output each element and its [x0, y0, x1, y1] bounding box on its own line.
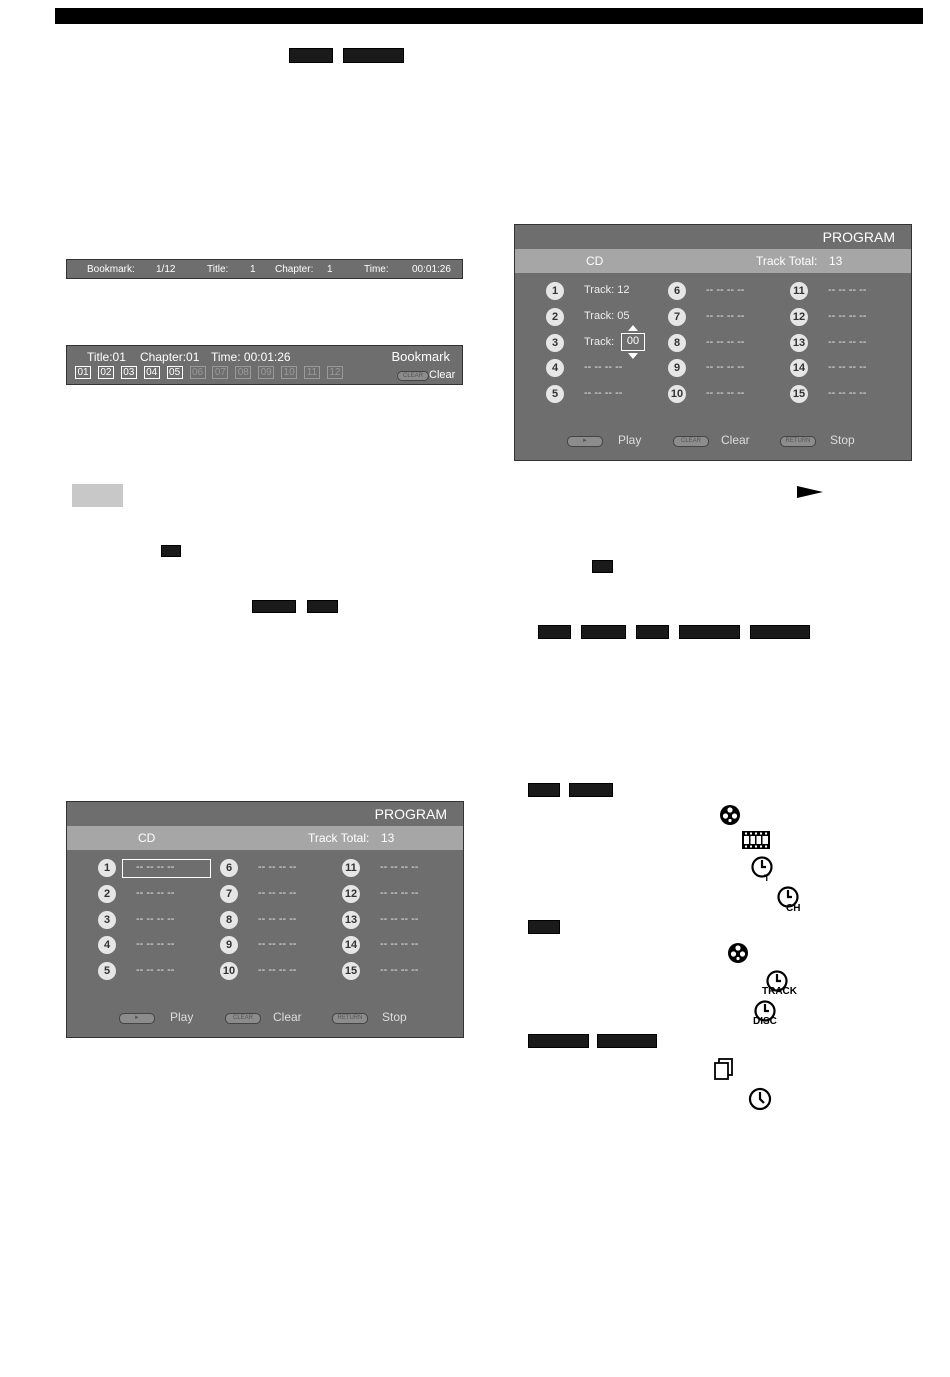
disc-type-tag	[528, 1034, 589, 1048]
slot-value: -- -- -- --	[828, 335, 867, 348]
note-marker	[72, 484, 123, 507]
slot-value: Track:	[584, 335, 615, 348]
disc-type-tag	[569, 783, 613, 797]
stop-label: Stop	[382, 1010, 407, 1024]
slot-number: 9	[220, 936, 238, 954]
disc-type-tag	[307, 600, 338, 613]
clear-key-icon: CLEAR	[225, 1013, 261, 1024]
clock-icon	[748, 1087, 772, 1111]
slot-value: -- -- -- --	[258, 912, 297, 925]
slot-number: 8	[220, 911, 238, 929]
track-total-label: Track Total:	[756, 254, 818, 268]
repeat-title-icon	[751, 856, 777, 882]
down-arrow-icon[interactable]	[628, 353, 638, 359]
bookmark-value: 1/12	[156, 264, 176, 275]
return-key-icon: RETURN	[780, 436, 816, 447]
bookmark-slot[interactable]: 07	[212, 366, 228, 379]
slot-value: -- -- -- --	[136, 964, 175, 977]
slot-number: 1	[98, 859, 116, 877]
disc-type-tag	[750, 625, 810, 639]
disc-type-tag	[538, 625, 571, 639]
slot-value: -- -- -- --	[380, 912, 419, 925]
disc-type-tag	[252, 600, 296, 613]
bookmark-slot[interactable]: 11	[304, 366, 320, 379]
slot-value: -- -- -- --	[706, 335, 745, 348]
program-info-band	[67, 826, 463, 850]
slot-number: 12	[342, 885, 360, 903]
slot-value: -- -- -- --	[136, 912, 175, 925]
film-reel-icon	[727, 942, 749, 964]
svg-text:T: T	[764, 873, 770, 882]
slot-value: -- -- -- --	[828, 387, 867, 400]
slot-value: -- -- -- --	[258, 886, 297, 899]
disc-type-tag	[679, 625, 740, 639]
bookmark-title: Title:01	[87, 350, 126, 364]
disc-type-tag	[597, 1034, 657, 1048]
slot-number: 4	[546, 359, 564, 377]
program-panel-filled	[514, 224, 912, 461]
slot-number: 10	[668, 385, 686, 403]
play-arrow-icon	[797, 485, 823, 499]
film-reel-icon	[719, 804, 741, 826]
disc-type-tag	[528, 920, 560, 934]
bookmark-slot[interactable]: 02	[98, 366, 114, 379]
slot-number: 2	[98, 885, 116, 903]
slot-number: 7	[668, 308, 686, 326]
title-label: Title:	[207, 264, 229, 275]
return-key-icon: RETURN	[332, 1013, 368, 1024]
slot-value: -- -- -- --	[828, 361, 867, 374]
play-label: Play	[618, 433, 642, 447]
slot-value: -- -- -- --	[706, 361, 745, 374]
slot-number: 4	[98, 936, 116, 954]
track-total-value: 13	[381, 831, 395, 845]
bookmark-slot[interactable]: 05	[167, 366, 183, 379]
chapter-icon-label: CH	[786, 903, 801, 912]
selection-cursor[interactable]	[122, 859, 211, 878]
track-number-input[interactable]: 00	[621, 333, 645, 351]
disc-type-tag	[528, 783, 560, 797]
slot-number: 2	[546, 308, 564, 326]
disc-type-tag	[343, 48, 404, 63]
slot-number: 12	[790, 308, 808, 326]
slot-number: 11	[342, 859, 360, 877]
slot-number: 6	[220, 859, 238, 877]
clear-label: Clear	[721, 433, 750, 447]
slot-value: -- -- -- --	[136, 886, 175, 899]
slot-value: -- -- -- --	[258, 964, 297, 977]
clear-label: Clear	[273, 1010, 302, 1024]
slot-number: 3	[546, 334, 564, 352]
source-label: CD	[586, 254, 604, 268]
bookmark-status-bar	[66, 259, 463, 279]
program-title: PROGRAM	[822, 229, 895, 245]
track-icon-label: TRACK	[762, 986, 797, 996]
page-header-bar	[55, 8, 923, 24]
bookmark-heading: Bookmark	[391, 349, 450, 364]
slot-number: 10	[220, 962, 238, 980]
time-label: Time:	[364, 264, 389, 275]
repeat-track-icon	[760, 970, 800, 996]
slot-value: -- -- -- --	[584, 361, 623, 374]
slot-value: -- -- -- --	[380, 938, 419, 951]
clear-label: Clear	[429, 369, 456, 381]
slot-value: -- -- -- --	[706, 309, 745, 322]
slot-number: 8	[668, 334, 686, 352]
slot-value: -- -- -- --	[828, 309, 867, 322]
up-arrow-icon[interactable]	[628, 325, 638, 331]
repeat-disc-icon	[750, 1000, 784, 1026]
slot-value: Track: 12	[584, 284, 630, 296]
slot-value: -- -- -- --	[258, 938, 297, 951]
bookmark-slot[interactable]: 04	[144, 366, 160, 379]
slot-number: 13	[342, 911, 360, 929]
slot-value: -- -- -- --	[258, 861, 297, 873]
bookmark-slot[interactable]: 03	[121, 366, 137, 379]
bookmark-slot[interactable]: 09	[258, 366, 274, 379]
clear-key-icon: CLEAR	[397, 371, 429, 381]
slot-value: -- -- -- --	[706, 284, 745, 296]
play-label: Play	[170, 1010, 194, 1024]
slot-value: -- -- -- --	[828, 284, 867, 296]
clear-key-icon: CLEAR	[673, 436, 709, 447]
slot-value: -- -- -- --	[380, 964, 419, 977]
stop-label: Stop	[830, 433, 855, 447]
slot-number: 11	[790, 282, 808, 300]
title-value: 1	[250, 264, 256, 275]
slot-value: -- -- -- --	[380, 861, 419, 873]
slot-number: 14	[342, 936, 360, 954]
slot-value: -- -- -- --	[136, 938, 175, 951]
slot-number: 13	[790, 334, 808, 352]
bookmark-chapter: Chapter:01	[140, 350, 200, 364]
slot-value: -- -- -- --	[136, 861, 175, 873]
bookmark-label: Bookmark:	[87, 264, 135, 275]
slot-value: Track: 05	[584, 309, 630, 322]
slot-number: 6	[668, 282, 686, 300]
bookmark-slot[interactable]: 06	[190, 366, 206, 379]
program-info-band	[515, 249, 911, 273]
film-strip-icon	[742, 831, 770, 849]
bookmark-slot[interactable]: 08	[235, 366, 251, 379]
bookmark-time: Time: 00:01:26	[211, 350, 291, 364]
disc-type-tag	[592, 560, 613, 573]
slot-value: -- -- -- --	[584, 387, 623, 400]
bookmark-slot[interactable]: 01	[75, 366, 91, 379]
pages-icon	[713, 1058, 735, 1080]
slot-number: 7	[220, 885, 238, 903]
time-value: 00:01:26	[412, 264, 451, 275]
slot-number: 15	[342, 962, 360, 980]
slot-value: -- -- -- --	[706, 387, 745, 400]
disc-type-tag	[161, 545, 181, 557]
disc-type-tag	[581, 625, 626, 639]
source-label: CD	[138, 831, 156, 845]
slot-number: 1	[546, 282, 564, 300]
bookmark-slot[interactable]: 12	[327, 366, 343, 379]
play-key-icon: ►	[567, 436, 603, 447]
slot-number: 5	[98, 962, 116, 980]
track-total-label: Track Total:	[308, 831, 370, 845]
repeat-chapter-icon	[777, 886, 807, 912]
program-panel-empty	[66, 801, 464, 1038]
slot-value: -- -- -- --	[380, 886, 419, 899]
program-title: PROGRAM	[374, 806, 447, 822]
disc-type-tag	[289, 48, 333, 63]
play-key-icon: ►	[119, 1013, 155, 1024]
track-total-value: 13	[829, 254, 843, 268]
bookmark-slot[interactable]: 10	[281, 366, 297, 379]
disc-icon-label: DISC	[753, 1016, 777, 1026]
slot-number: 14	[790, 359, 808, 377]
bookmark-panel	[66, 345, 463, 385]
chapter-label: Chapter:	[275, 264, 314, 275]
chapter-value: 1	[327, 264, 333, 275]
disc-type-tag	[636, 625, 669, 639]
slot-number: 3	[98, 911, 116, 929]
slot-number: 5	[546, 385, 564, 403]
slot-number: 9	[668, 359, 686, 377]
slot-number: 15	[790, 385, 808, 403]
